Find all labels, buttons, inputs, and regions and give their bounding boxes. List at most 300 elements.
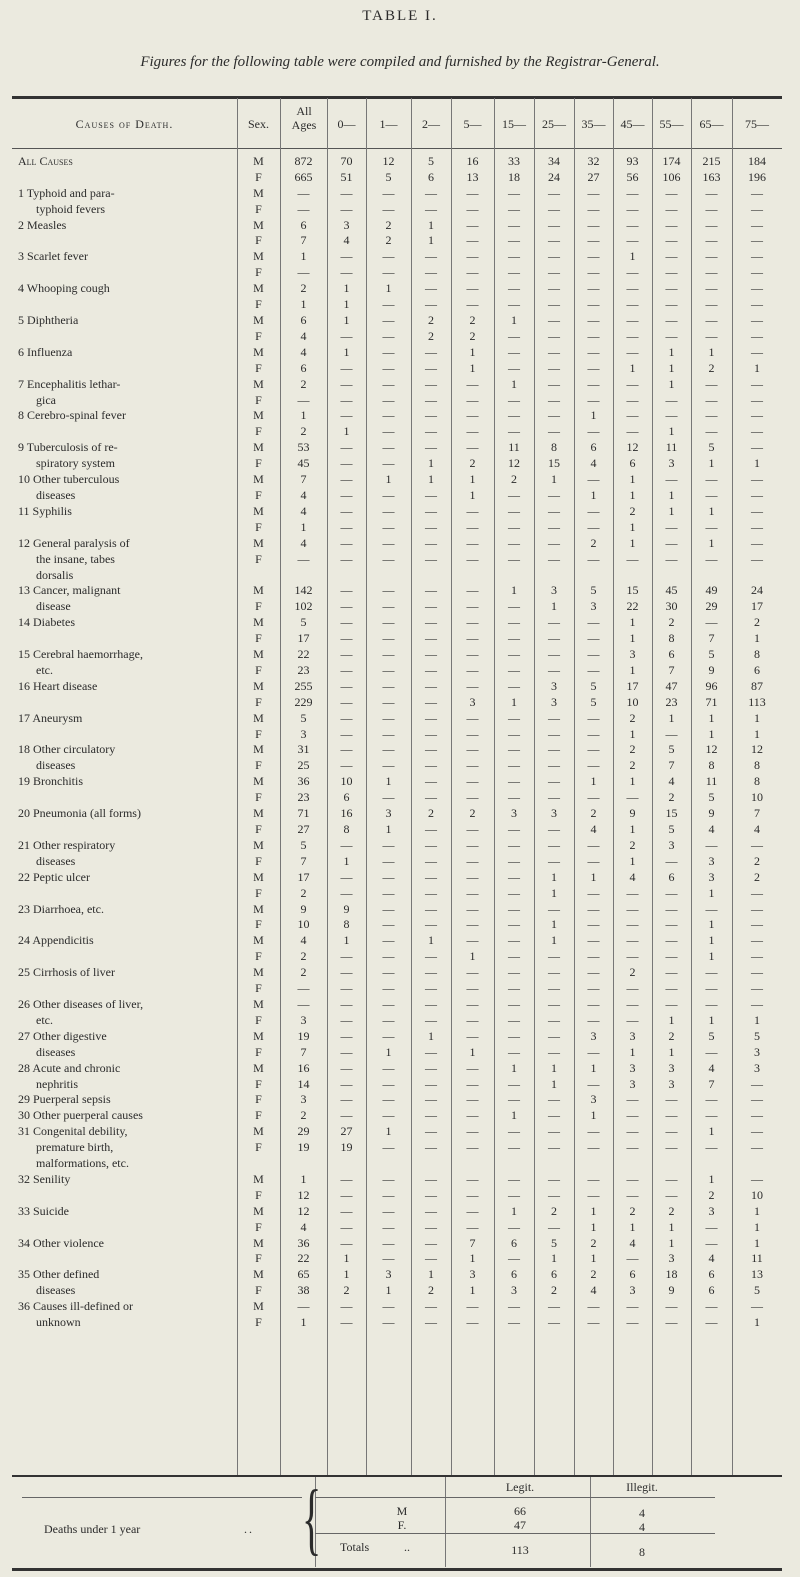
count-cell: — [508,1044,520,1059]
count-cell: — [626,233,639,248]
sex-cell: F [255,424,262,439]
table-row [12,1171,782,1187]
count-cell: 11 [751,1251,763,1266]
count-cell: 1 [385,1283,392,1298]
count-cell: — [382,885,395,900]
count-cell: 3 [551,583,557,598]
table-row [12,710,782,726]
infant-divider [445,1477,446,1567]
count-cell: 71 [297,806,310,821]
count-cell: 3 [668,456,675,471]
count-cell: 1 [629,472,636,487]
count-cell: — [340,631,353,646]
count-cell: — [340,376,353,391]
count-cell: 3 [629,1028,636,1043]
table-row [12,1298,782,1314]
count-cell: 17 [297,869,310,884]
count-cell: — [705,551,718,566]
count-cell: 3 [300,1092,307,1107]
sex-cell: M [253,313,264,328]
count-cell: 1 [551,1076,557,1091]
count-cell: — [665,1187,678,1202]
table-row [12,1044,782,1060]
count-cell: 45 [297,456,310,471]
count-cell: 3 [629,647,636,662]
count-cell: — [466,1315,479,1330]
table-row [12,328,782,344]
count-cell: — [425,1251,437,1266]
count-cell: — [466,1108,479,1123]
count-cell: 1 [385,822,392,837]
count-cell: — [382,1012,395,1027]
count-cell: 5 [300,615,307,630]
count-cell: — [751,965,763,980]
table-row [12,296,782,312]
count-cell: 4 [300,328,307,343]
count-cell: 2 [629,837,636,852]
count-cell: — [751,949,763,964]
count-cell: — [626,917,639,932]
count-cell: — [751,281,763,296]
count-cell: — [626,996,639,1011]
cause-cell: premature birth, [36,1140,114,1155]
count-cell: 2 [469,328,476,343]
count-cell: — [340,965,353,980]
count-cell: 1 [668,360,675,375]
count-cell: 12 [382,153,395,168]
count-cell: — [587,344,600,359]
count-cell: 229 [294,694,313,709]
header-age-25: 25— [542,117,566,131]
count-cell: — [425,1299,437,1314]
table-row [12,248,782,264]
count-cell: — [548,392,560,407]
count-cell: — [382,965,395,980]
table-row [12,1123,782,1139]
sex-cell: F [255,1108,262,1123]
count-cell: — [587,185,600,200]
count-cell: — [382,1203,395,1218]
count-cell: — [466,869,479,884]
count-cell: 5 [590,678,597,693]
table-row [12,789,782,805]
count-cell: 1 [590,1060,597,1075]
count-cell: 3 [754,1044,760,1059]
count-cell: 51 [340,169,353,184]
count-cell: — [665,853,678,868]
sex-cell: M [253,583,264,598]
sex-cell: M [253,153,264,168]
cause-cell: 32 Senility [18,1171,71,1186]
count-cell: 1 [428,217,434,232]
count-cell: 1 [300,1171,307,1186]
count-cell: — [626,1092,639,1107]
cause-cell: 10 Other tuberculous [18,472,120,487]
count-cell: — [425,487,437,502]
sex-cell: M [253,615,264,630]
count-cell: — [587,328,600,343]
cause-cell [12,296,237,312]
sex-cell: F [255,949,262,964]
sex-cell: M [253,1299,264,1314]
count-cell: — [382,1092,395,1107]
count-cell: 2 [629,758,636,773]
count-cell: — [705,281,718,296]
count-cell: — [425,662,437,677]
count-cell: — [705,487,718,502]
count-cell: — [587,758,600,773]
count-cell: — [751,201,763,216]
count-cell [732,1155,782,1171]
count-cell: 1 [511,1108,517,1123]
sex-cell: F [255,1092,262,1107]
count-cell [534,567,574,583]
table-row [12,598,782,614]
count-cell: — [382,440,395,455]
count-cell: — [751,487,763,502]
count-cell: — [382,981,395,996]
count-cell: 5 [668,742,675,757]
cause-cell: etc. [36,1012,53,1027]
count-cell: 163 [702,169,721,184]
cause-cell: 29 Puerperal sepsis [18,1092,111,1107]
count-cell: — [340,487,353,502]
count-cell: 1 [343,853,350,868]
count-cell: — [382,599,395,614]
count-cell: — [466,1124,479,1139]
count-cell: — [751,1092,763,1107]
top-rule [12,96,782,99]
cause-cell: 18 Other circulatory [18,742,116,757]
header-age-1: 1— [379,117,398,131]
count-cell: — [751,313,763,328]
count-cell: — [340,710,353,725]
cause-cell: 1 Typhoid and para- [18,185,115,200]
count-cell [327,567,366,583]
count-cell: 9 [668,1283,675,1298]
count-cell: — [587,710,600,725]
count-cell: — [466,1171,479,1186]
count-cell: — [508,1219,520,1234]
count-cell: — [382,583,395,598]
table-row [12,1107,782,1123]
count-cell: 6 [300,217,307,232]
count-cell: 1 [629,662,636,677]
cause-cell: diseases [36,758,76,773]
count-cell: — [587,1315,600,1330]
sex-cell: M [253,647,264,662]
cause-cell [12,1187,237,1203]
count-cell: 33 [508,153,520,168]
sex-cell: F [255,662,262,677]
count-cell: — [587,249,600,264]
count-cell: — [382,487,395,502]
count-cell: 24 [548,169,560,184]
sex-cell: F [255,1251,262,1266]
count-cell: — [382,853,395,868]
count-cell: 1 [668,710,675,725]
count-cell: — [425,424,437,439]
count-cell: — [340,678,353,693]
count-cell: — [665,917,678,932]
table-row [12,773,782,789]
count-cell: — [665,233,678,248]
count-cell: — [466,1028,479,1043]
count-cell: — [340,1060,353,1075]
count-cell: — [425,408,437,423]
count-cell: 96 [705,678,718,693]
count-cell: — [751,837,763,852]
count-cell: 1 [754,1203,760,1218]
count-cell: — [751,376,763,391]
count-cell: — [466,297,479,312]
count-cell: — [751,1076,763,1091]
count-cell: — [587,726,600,741]
count-cell: — [340,1044,353,1059]
count-cell: 2 [629,710,636,725]
count-cell: 1 [551,869,557,884]
count-cell [613,1155,652,1171]
count-cell: — [626,933,639,948]
cause-cell: 27 Other digestive [18,1028,107,1043]
leader-dots: .. [404,1540,410,1554]
count-cell: — [705,1315,718,1330]
count-cell: — [705,328,718,343]
count-cell: 2 [551,1283,557,1298]
sex-cell: M [253,535,264,550]
count-cell: 1 [754,1012,760,1027]
count-cell: — [508,837,520,852]
infant-row-label: Deaths under 1 year [44,1522,141,1536]
count-cell: — [466,376,479,391]
count-cell: 8 [754,774,760,789]
count-cell: 12 [508,456,520,471]
count-cell: 1 [551,885,557,900]
count-cell: — [587,1076,600,1091]
count-cell: — [466,1140,479,1155]
count-cell: — [548,1108,560,1123]
table-row [12,455,782,471]
count-cell: — [665,1108,678,1123]
count-cell: 1 [300,408,307,423]
count-cell: 2 [300,949,307,964]
table-row [12,630,782,646]
count-cell: — [508,901,520,916]
count-cell: — [665,185,678,200]
count-cell: — [425,551,437,566]
count-cell: 24 [751,583,763,598]
count-cell: 29 [705,599,718,614]
sex-cell: F [255,885,262,900]
sex-cell: F [255,1044,262,1059]
count-cell: 8 [343,917,350,932]
count-cell: 1 [629,1044,636,1059]
count-cell [574,1155,613,1171]
sex-cell: F [255,1012,262,1027]
count-cell: 1 [428,233,434,248]
count-cell: 5 [754,1028,760,1043]
sex-cell: F [255,1076,262,1091]
count-cell: — [548,265,560,280]
count-cell: — [751,185,763,200]
table-row [12,567,782,583]
count-cell: — [340,726,353,741]
count-cell: — [548,233,560,248]
table-row [12,1155,782,1171]
count-cell: — [587,1012,600,1027]
count-cell: — [382,949,395,964]
sex-cell: M [253,678,264,693]
count-cell: 4 [708,822,715,837]
count-cell: — [665,1299,678,1314]
count-cell: — [425,1044,437,1059]
count-cell: 2 [428,328,434,343]
header-age-45: 45— [620,117,645,131]
count-cell: — [508,297,520,312]
count-cell: — [665,885,678,900]
count-cell: 6 [511,1267,517,1282]
count-cell: — [587,1140,600,1155]
count-cell: — [382,615,395,630]
cause-cell: 17 Aneurysm [18,710,83,725]
count-cell: 12 [297,1187,310,1202]
count-cell: — [548,837,560,852]
count-cell: — [466,440,479,455]
table-row [12,1282,782,1298]
count-cell: — [425,1140,437,1155]
count-cell: 1 [343,313,350,328]
count-cell: 4 [590,822,597,837]
sex-cell: F [255,392,262,407]
count-cell: — [508,1187,520,1202]
count-cell: — [587,885,600,900]
sex-cell: M [253,901,264,916]
count-cell: — [508,678,520,693]
count-cell: — [425,949,437,964]
count-cell: — [508,392,520,407]
count-cell: — [340,647,353,662]
count-cell: 1 [343,297,350,312]
cause-cell: 9 Tuberculosis of re- [18,440,118,455]
count-cell: 5 [754,1283,760,1298]
count-cell [732,567,782,583]
count-cell: 1 [708,885,715,900]
count-cell: — [466,981,479,996]
header-age-2: 2— [422,117,440,131]
count-cell: 1 [469,360,476,375]
count-cell [574,567,613,583]
count-cell: — [382,392,395,407]
count-cell: — [665,472,678,487]
header-age-65: 65— [699,117,724,131]
count-cell: — [425,265,437,280]
count-cell: 10 [751,1187,763,1202]
count-cell: — [382,758,395,773]
table-row [12,582,782,598]
count-cell: — [705,249,718,264]
count-cell: 1 [754,360,760,375]
count-cell: — [425,853,437,868]
count-cell: — [626,344,639,359]
count-cell: — [466,1076,479,1091]
count-cell: — [587,360,600,375]
count-cell: 49 [705,583,718,598]
count-cell: — [425,1171,437,1186]
table-row [12,885,782,901]
table-row [12,694,782,710]
count-cell: — [466,710,479,725]
count-cell: 2 [469,313,476,328]
table-row [12,153,782,169]
count-cell: 1 [708,503,715,518]
count-cell: 4 [300,344,307,359]
infant-totals-illegit: 8 [639,1545,645,1559]
cause-cell: the insane, tabes [36,551,115,566]
count-cell: — [705,217,718,232]
count-cell: — [382,917,395,932]
count-cell: 2 [300,424,307,439]
count-cell: — [425,710,437,725]
count-cell: — [587,1299,600,1314]
cause-cell: 24 Appendicitis [18,933,94,948]
infant-header-illegit: Illegit. [626,1480,658,1494]
count-cell: 3 [551,806,557,821]
count-cell: 3 [708,1203,715,1218]
count-cell: — [382,313,395,328]
count-cell: — [466,535,479,550]
count-cell: 3 [469,694,476,709]
count-cell: — [466,392,479,407]
sex-cell: M [253,440,264,455]
count-cell: — [626,217,639,232]
count-cell: 1 [385,472,392,487]
cause-cell: typhoid fevers [36,201,105,216]
count-cell: 2 [754,869,760,884]
count-cell: — [548,822,560,837]
table-row [12,948,782,964]
count-cell: 7 [668,758,675,773]
count-cell: 12 [626,440,639,455]
count-cell: — [665,1124,678,1139]
count-cell: — [548,662,560,677]
count-cell: — [751,1171,763,1186]
count-cell: — [425,774,437,789]
count-cell: 7 [668,662,675,677]
count-cell: — [626,392,639,407]
count-cell: — [665,297,678,312]
count-cell: 1 [511,583,517,598]
header-age-0: 0— [337,117,356,131]
infant-totals-label: Totals [340,1540,370,1554]
count-cell: 8 [343,822,350,837]
count-cell: 8 [754,758,760,773]
count-cell: 7 [754,806,760,821]
cause-cell [12,169,237,185]
count-cell: — [382,424,395,439]
count-cell: 1 [629,853,636,868]
sex-cell: M [253,503,264,518]
count-cell: 1 [385,774,392,789]
count-cell: 2 [668,1028,675,1043]
count-cell: — [425,185,437,200]
count-cell: 36 [297,774,310,789]
count-cell: 1 [754,1235,760,1250]
count-cell: 2 [590,535,597,550]
cause-cell: dorsalis [36,567,74,582]
cause-cell [12,1219,237,1235]
count-cell: — [587,949,600,964]
count-cell: 3 [629,1076,636,1091]
